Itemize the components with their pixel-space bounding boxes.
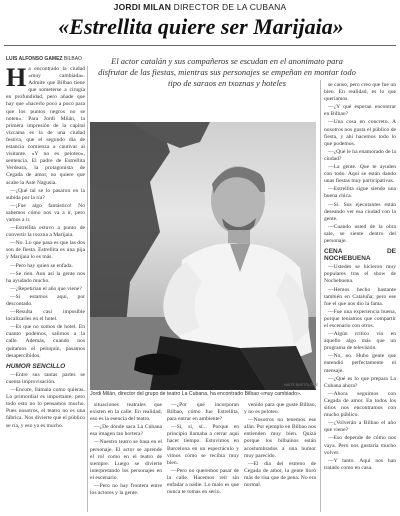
portrait-image <box>90 122 319 390</box>
center-paragraph: situaciones teatrales que existen en la calle. En realidad, eso es la esencia del teatro. <box>90 402 162 423</box>
kicker <box>0 2 400 12</box>
center-paragraph: —¿De dónde saca La Cubana esa imagen tan hortera? <box>90 424 162 438</box>
right-paragraph: —Cuando usted de la obra sale, se siente dentro del personaje. <box>324 223 396 244</box>
left-paragraph: —Resulta casi imposible localizarles en el hotel. <box>6 309 85 323</box>
byline-author: LUIS ALFONSO GAMEZ <box>6 56 63 62</box>
center-paragraph: —Pero no hay frontera entre los actores y la gente. <box>90 483 162 497</box>
left-paragraph: —Es que no somos de hotel. En cuanto podemos, salimos a la calle. Además, cuando nos quitamos el peluquín, pasamos desapercibidos. <box>6 324 85 359</box>
right-paragraph: —¿Qué es lo que prepara La Cubana ahora? <box>324 375 396 389</box>
left-paragraph: —Se ríen. Aun así la gente nos ha ayudado mucho. <box>6 270 85 284</box>
right-subhead: CENA DE NOCHEBUENA <box>324 248 396 263</box>
center-paragraph: venido para que guste Bilbao, y no es peloteo. <box>244 402 316 416</box>
right-paragraph: —Y tanto. Aquí nos han tratado como en casa. <box>324 457 396 471</box>
left-paragraph: —Pero hay quien se enfada. <box>10 262 73 269</box>
left-paragraph: —¡Fue algo fantástico! No sabemos cómo nos va a ir, pero vamos a ir. <box>6 202 85 223</box>
left-paragraph: —No. Lo que pasa es que las dos son de fiesta. Estrellita es una pija y Marijaia lo es más. <box>6 240 85 261</box>
right-paragraph: —¿Qué le ha enamorado de la ciudad? <box>324 148 396 162</box>
right-paragraph: —Fue una experiencia buena, porque teníamos que compartir el escenario con otros. <box>324 308 396 329</box>
left-subhead: HUMOR SENCILLO <box>6 362 66 370</box>
photo-caption: Jordi Milán, director del grupo de teatro La Cubana, ha encontrado Bilbao «muy cambiado». <box>90 391 302 397</box>
right-paragraph: —Hemos hecho bastante también en Cataluña; pero ese fue el que nos dio la fama. <box>324 286 396 307</box>
left-paragraph: —¿Qué tal se lo pasaron en la subida por la ría? <box>6 187 85 201</box>
deck: El actor catalán y sus compañeros se escudan en el anonimato para disfrutar de las fiestas, mientras sus personajes se empeñan en montar todo tipo de saraos en txoznas y hoteles <box>98 56 356 88</box>
right-paragraph: —Estrellita sigue siendo una buena chica. <box>324 186 396 200</box>
right-paragraph: —Ahora seguimos con Cegada de amor. En todos los sitios nos encontramos con mucho público. <box>324 390 396 419</box>
right-paragraph: —Ustedes se hicieron muy populares tras el show de Nochebuena. <box>324 264 396 285</box>
left-paragraph: Ha encontrado la ciudad «muy cambiada». Admite que Bilbao tiene que someterse a cirugía en profundidad, pero añade que hay que «hacerlo poco a poco para que los puntos negros no se noten». Para Jordi Milán, la primera impresión de la capital vizcaína es la de una ciudad festiva, que el segundo día de estancia comienza a cautivar al visitante. «Y no es peloteo», sentencia. El padre de Estrellita Verdeara, la protagonista de Cegada de amor, no quiere que acabe la Aste Nagusia. <box>6 66 85 186</box>
right-paragraph: —¿Y qué esperan encontrar en Bilbao? <box>324 104 396 118</box>
center-paragraph: —Nuestro teatro se basa en el personaje. El actor se aprende el rol como en el teatro de siempre. Luego se divierte interpretando los personajes en el escenario. <box>90 439 162 481</box>
photo-credit: MAITE BARTOLOME <box>284 383 319 387</box>
center-paragraph: —¿Por qué incorporan Bilbao, cómo fue Estrellita, para entrar en ambiente? <box>167 402 239 423</box>
left-paragraph: —¿Repetirían el año que viene? <box>10 285 82 292</box>
column-divider <box>87 66 88 512</box>
center-paragraph: —Sí, sí, sí... Porque en principio llamaba a cerrar aquí hacer tiempo. Estuvimos en Barcelona en un espectáculo y vimos cómo se recibía muy bien. <box>167 424 239 466</box>
center-column-3 <box>244 402 316 514</box>
headline: «Estrellita quiere ser Marijaia» <box>58 14 344 39</box>
right-paragraph: —¿Volverán a Bilbao el año que viene? <box>324 420 396 434</box>
center-column-2 <box>167 402 239 514</box>
right-paragraph: —Sí. Sus ejecutantes están deseando ver esa ciudad con la gente. <box>324 201 396 222</box>
photo <box>90 122 319 390</box>
column-divider <box>320 80 321 512</box>
left-paragraph: —Entre sus tantas partes se cuenta improvisación. <box>6 371 85 385</box>
right-paragraph: —Algún crítico vio en aquello algo más que un programa de televisión. <box>324 331 396 352</box>
left-paragraph: —Estrellita estuvo a punto de convertir la txozna a Marijaia. <box>6 225 85 239</box>
right-paragraph: —Una cosa en concreto. A nosotros nos gusta el público de fiesta, y ahí hacemos todo lo que podemos. <box>324 119 396 147</box>
right-paragraph: —Eso depende de cómo nos vaya. Pero nos gustaría mucho volver. <box>324 435 396 456</box>
left-paragraph: —Encore, llámala como quieras. Lo primordial es importante; pero todo esto no lo pensamos mucho. Pues nosotros, el teatro no es una fábrica. Nos divierte que el público se ría, y eso ya es mucho. <box>6 387 85 429</box>
kicker-name: JORDI MILAN <box>113 2 172 12</box>
center-paragraph: —El día del estreno de Cegada de amor, la gente lloró más de risa que de pena. No era normal. <box>244 460 316 489</box>
byline-place: BILBAO <box>63 56 82 62</box>
right-paragraph: —No, no. Hubo gente que entendió perfectamente el mensaje. <box>324 353 396 374</box>
center-paragraph: —Pero no queremos pasar de la calle. Hacemos reír sin enfadar a nadie. Lo malo es que nunca te tomas en serio. <box>167 467 239 496</box>
headline-rule <box>4 45 396 46</box>
center-column-1 <box>90 402 162 514</box>
kicker-role: DIRECTOR DE LA CUBANA <box>173 2 287 12</box>
right-paragraph: se canso, pero creo que fue un bien. En realidad, es lo que queríamos. <box>324 82 396 103</box>
center-paragraph: —Nosotros no tenemos ese afán. Por ejemplo en Bilbao nos entienden muy bien. Quizá porque los bilbaínos están acostumbrados a una humor muy parecido. <box>244 417 316 459</box>
left-column <box>6 66 85 514</box>
dropcap: H <box>6 66 27 92</box>
right-paragraph: —La gente. Que te ayuden con todo. Aquí se están dando unas fiestas muy participativas. <box>324 164 396 185</box>
right-column <box>324 82 396 514</box>
left-paragraph: —Si estamos aquí, por descontado. <box>6 293 85 307</box>
byline <box>6 56 82 62</box>
